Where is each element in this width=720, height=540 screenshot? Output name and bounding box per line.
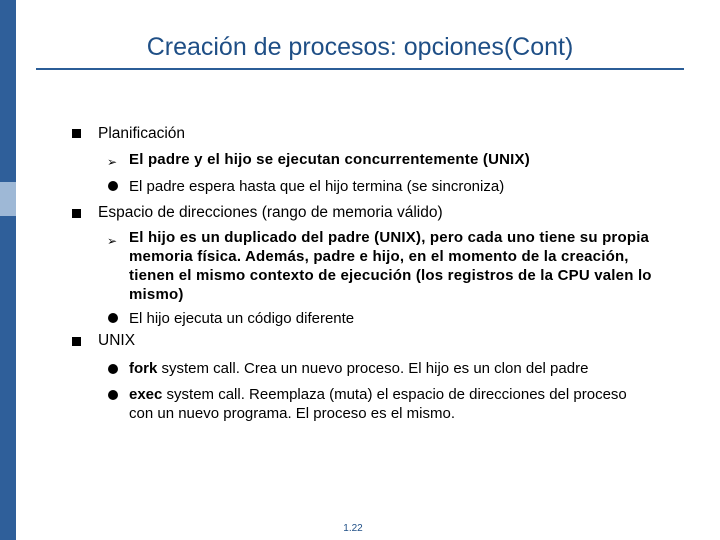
subbullet-sincroniza: El padre espera hasta que el hijo termina (se sincroniza) [129, 178, 505, 195]
subbullet-duplicado-line-3: tienen el mismo contexto de ejecución (los registros de la CPU valen lo [129, 267, 652, 284]
exec-description-line-1: system call. Reemplaza (muta) el espacio de direcciones del proceso [162, 386, 627, 403]
title-underline [36, 68, 684, 70]
subbullet-fork [129, 359, 588, 378]
fork-description: system call. Crea un nuevo proceso. El hijo es un clon del padre [157, 360, 589, 377]
fork-keyword: fork [129, 360, 158, 377]
bullet-unix: UNIX [98, 332, 136, 349]
left-accent-band-middle [0, 182, 16, 216]
subbullet-duplicado [129, 228, 709, 304]
circle-bullet-icon [108, 364, 118, 374]
subbullet-duplicado-line-1: El hijo es un duplicado del padre (UNIX), pero cada uno tiene su propia [129, 229, 650, 246]
slide-title: Creación de procesos: opciones(Cont) [146, 33, 574, 61]
subbullet-exec-line-1 [129, 385, 709, 404]
page-number: 1.22 [343, 523, 363, 534]
left-accent-band-bottom [0, 216, 16, 540]
square-bullet-icon [72, 209, 81, 218]
circle-bullet-icon [108, 313, 118, 323]
subbullet-duplicado-line-4: mismo) [129, 286, 184, 303]
subbullet-codigo-diferente: El hijo ejecuta un código diferente [129, 310, 355, 327]
subbullet-duplicado-line-2: memoria física. Además, padre e hijo, en el momento de la creación, [129, 248, 629, 265]
square-bullet-icon [72, 129, 81, 138]
circle-bullet-icon [108, 181, 118, 191]
bullet-planificacion: Planificación [98, 125, 186, 142]
subbullet-exec [129, 385, 709, 423]
circle-bullet-icon [108, 390, 118, 400]
bullet-espacio-direcciones: Espacio de direcciones (rango de memoria válido) [98, 204, 443, 221]
exec-keyword: exec [129, 386, 163, 403]
exec-description-line-2: con un nuevo programa. El proceso es el mismo. [129, 405, 455, 422]
left-accent-band-top [0, 0, 16, 182]
subbullet-concurrente: El padre y el hijo se ejecutan concurrentemente (UNIX) [129, 151, 530, 168]
square-bullet-icon [72, 337, 81, 346]
arrow-bullet-icon: ➢ [107, 155, 118, 169]
arrow-bullet-icon: ➢ [107, 234, 118, 248]
